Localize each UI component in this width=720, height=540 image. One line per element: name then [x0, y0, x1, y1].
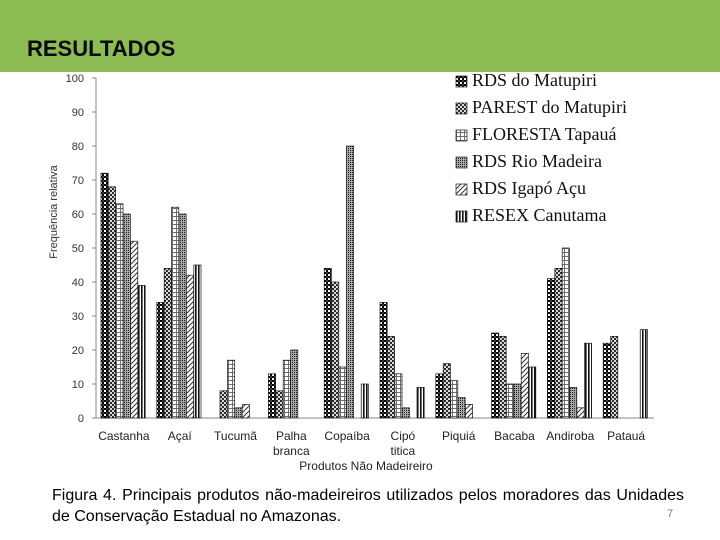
x-tick-label: Cipó: [390, 429, 416, 443]
slide-number: 7: [667, 508, 674, 520]
legend-swatch-fine-dots: [456, 157, 467, 168]
y-tick-label: 60: [71, 209, 84, 221]
bar-checker-dark-6: [436, 374, 443, 418]
legend-swatch-vertical: [456, 211, 467, 222]
legend-swatch-checker-mid: [456, 103, 467, 114]
legend-label: RDS do Matupiri: [472, 70, 598, 90]
bar-checker-mid-8: [555, 268, 562, 418]
x-axis-title: Produtos Não Madeireiro: [299, 459, 433, 473]
y-tick-label: 50: [71, 243, 84, 255]
legend-label: PAREST do Matupiri: [472, 97, 628, 117]
bar-checker-mid-6: [443, 364, 450, 418]
bar-vertical-1: [194, 265, 201, 418]
y-tick-label: 70: [71, 175, 84, 187]
legend-label: RESEX Canutama: [472, 205, 607, 225]
x-tick-label: Tucumã: [214, 429, 257, 443]
bar-checker-dark-5: [380, 302, 387, 418]
slide-title: RESULTADOS: [27, 36, 176, 61]
bar-diagonal-7: [521, 353, 528, 418]
legend-swatch-diagonal: [456, 184, 467, 195]
bar-grid-light-7: [506, 384, 513, 418]
x-tick-label: Piquiá: [442, 429, 476, 443]
bar-fine-dots-4: [346, 146, 353, 418]
bar-grid-light-5: [395, 374, 402, 418]
x-tick-label: titica: [390, 444, 416, 458]
bar-fine-dots-7: [514, 384, 521, 418]
bar-grid-light-4: [339, 367, 346, 418]
legend-label: FLORESTA Tapauá: [472, 124, 617, 144]
bar-grid-light-8: [562, 248, 569, 418]
bar-fine-dots-5: [402, 408, 409, 418]
bar-grid-light-1: [172, 207, 179, 418]
bar-checker-mid-4: [332, 282, 339, 418]
bar-diagonal-1: [186, 275, 193, 418]
bar-grid-light-2: [227, 360, 234, 418]
bar-vertical-5: [417, 387, 424, 418]
bar-checker-dark-8: [547, 279, 554, 418]
y-tick-label: 30: [71, 311, 84, 323]
legend-label: RDS Rio Madeira: [472, 151, 602, 171]
y-tick-label: 90: [71, 107, 84, 119]
bar-grid-light-3: [283, 360, 290, 418]
bar-checker-dark-3: [268, 374, 275, 418]
bar-checker-dark-9: [603, 343, 610, 418]
bar-fine-dots-2: [235, 408, 242, 418]
bar-fine-dots-0: [123, 214, 130, 418]
x-tick-label: Palha: [275, 429, 307, 443]
x-tick-label: Patauá: [607, 429, 646, 443]
bar-checker-mid-9: [611, 336, 618, 418]
bar-vertical-7: [529, 367, 536, 418]
x-tick-label: Bacaba: [494, 429, 535, 443]
bar-checker-mid-2: [220, 391, 227, 418]
bar-diagonal-6: [465, 404, 472, 418]
y-tick-label: 100: [65, 73, 84, 85]
bar-checker-mid-3: [276, 391, 283, 418]
bar-checker-dark-4: [324, 268, 331, 418]
bar-diagonal-2: [242, 404, 249, 418]
y-axis-title: Frequência relativa: [48, 165, 60, 259]
bar-grid-light-0: [116, 204, 123, 418]
bar-checker-mid-5: [387, 336, 394, 418]
x-tick-label: Açaí: [167, 429, 192, 443]
bar-vertical-4: [361, 384, 368, 418]
bar-checker-dark-0: [101, 173, 108, 418]
bar-fine-dots-6: [458, 398, 465, 418]
bar-checker-mid-1: [164, 268, 171, 418]
x-tick-label: branca: [272, 444, 310, 458]
legend-label: RDS Igapó Açu: [472, 178, 586, 198]
y-tick-label: 10: [71, 379, 84, 391]
figure-caption: Figura 4. Principais produtos não-madeireiros utilizados pelos moradores das Unidades de Conservação Estadual no Amazonas.: [52, 487, 684, 525]
bar-vertical-8: [584, 343, 591, 418]
bar-grid-light-6: [451, 381, 458, 418]
y-tick-label: 20: [71, 345, 84, 357]
bar-fine-dots-1: [179, 214, 186, 418]
legend-swatch-checker-dark: [456, 76, 467, 87]
bar-fine-dots-8: [570, 387, 577, 418]
bar-checker-mid-0: [108, 187, 115, 418]
x-tick-label: Copaíba: [324, 429, 370, 443]
bar-diagonal-0: [131, 241, 138, 418]
bar-checker-dark-7: [492, 333, 499, 418]
bar-checker-mid-7: [499, 336, 506, 418]
bar-vertical-9: [640, 330, 647, 418]
legend-swatch-grid-light: [456, 130, 467, 141]
y-tick-label: 80: [71, 141, 84, 153]
bar-vertical-0: [138, 285, 145, 418]
y-tick-label: 0: [77, 413, 84, 425]
bar-fine-dots-3: [291, 350, 298, 418]
y-tick-label: 40: [71, 277, 84, 289]
bar-checker-dark-1: [157, 302, 164, 418]
x-tick-label: Andiroba: [546, 429, 595, 443]
x-tick-label: Castanha: [98, 429, 150, 443]
bar-diagonal-8: [577, 408, 584, 418]
